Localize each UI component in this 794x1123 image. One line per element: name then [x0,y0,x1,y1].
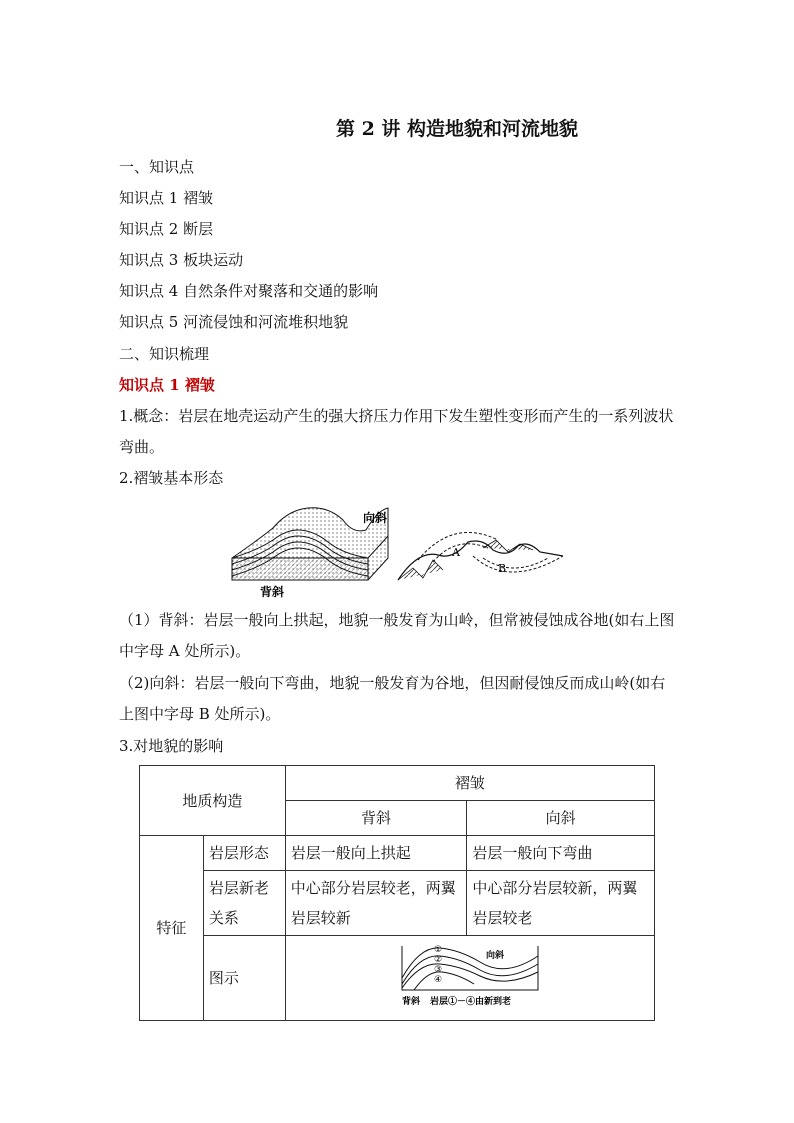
header-anticline: 背斜 [285,801,467,836]
knowledge-point-item: 知识点 5 河流侵蚀和河流堆积地貌 [119,313,349,331]
anticline-label: 背斜 [260,585,285,598]
header-fold: 褶皱 [285,766,654,801]
kp1-heading: 知识点 1 褶皱 [119,376,215,394]
cell-syncline-age: 中心部分岩层较新，两翼岩层较老 [467,871,655,936]
knowledge-point-item: 知识点 3 板块运动 [119,251,244,269]
header-syncline: 向斜 [467,801,655,836]
layer-4-label: ④ [433,975,442,985]
syncline-label: 向斜 [363,511,388,525]
row-label-diagram: 图示 [203,936,285,1021]
row-label-rock-form: 岩层形态 [203,836,285,871]
diagram-caption-note: 岩层①－④由新到老 [429,997,511,1007]
diagram-syncline-label: 向斜 [485,951,504,961]
feature-label: 特征 [140,836,204,1021]
basic-form-heading: 2.褶皱基本形态 [119,469,224,487]
fold-comparison-table [139,765,655,1021]
syncline-description: （2)向斜：岩层一般向下弯曲，地貌一般发育为谷地，但因耐侵蚀反而成山岭(如右上图中字母 B 处所示)。 [119,674,666,723]
fold-block-diagram [228,500,568,598]
concept-paragraph: 1.概念：岩层在地壳运动产生的强大挤压力作用下发生塑性变形而产生的一系列波状弯曲。 [119,407,674,456]
fold-layers-diagram-cell [285,936,654,1021]
cell-syncline-form: 岩层一般向下弯曲 [467,836,655,871]
section-heading-review: 二、知识梳理 [119,345,210,363]
page-title: 第 2 讲 构造地貌和河流地貌 [335,118,579,140]
diagram-anticline-label: 背斜 [401,997,420,1007]
layer-3-label: ③ [433,965,442,975]
knowledge-point-item: 知识点 1 褶皱 [119,189,214,207]
cell-anticline-age: 中心部分岩层较老，两翼岩层较新 [285,871,467,936]
anticline-description: （1）背斜：岩层一般向上拱起，地貌一般发育为山岭，但常被侵蚀成谷地(如右上图中字母 A 处所示)。 [119,611,675,660]
section-heading-knowledge-points: 一、知识点 [119,158,195,176]
row-label-age-relation: 岩层新老关系 [203,871,285,936]
label-a: A [452,546,460,559]
header-geo-structure: 地质构造 [140,766,286,836]
influence-heading: 3.对地貌的影响 [119,737,224,755]
cell-anticline-form: 岩层一般向上拱起 [285,836,467,871]
layer-1-label: ① [433,945,442,955]
layer-2-label: ② [433,955,442,965]
fold-layers-diagram [400,938,540,1008]
knowledge-point-item: 知识点 2 断层 [119,220,214,238]
label-b: B [498,562,507,575]
knowledge-point-item: 知识点 4 自然条件对聚落和交通的影响 [119,282,379,300]
